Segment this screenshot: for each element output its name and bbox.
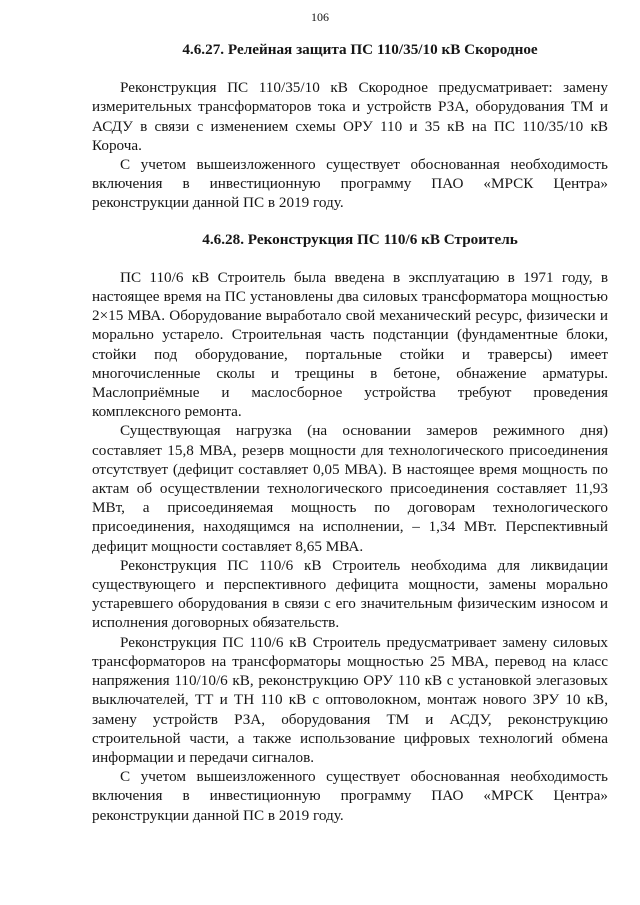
paragraph: Реконструкция ПС 110/6 кВ Строитель необходима для ликвидации существующего и перспективного дефицита мощности, замены морально устаревшего оборудования в связи с его значительным физическим износом и исполнения договорных обязательств. [92,556,608,632]
paragraph: Существующая нагрузка (на основании замеров режимного дня) составляет 15,8 МВА, резерв мощности для технологического присоединения отсутствует (дефицит составляет 0,05 МВА). В настоящее время мощность по актам об осуществлении технологического присоединения составляет 11,93 МВт, а присоединяемая мощность по договорам технологического присоединения, находящимся на исполнении, – 1,34 МВт. Перспективный дефицит мощности составляет 8,65 МВА. [92,422,608,555]
section-heading-4-6-28: 4.6.28. Реконструкция ПС 110/6 кВ Строитель [202,230,518,248]
section-heading-4-6-27: 4.6.27. Релейная защита ПС 110/35/10 кВ Скородное [182,41,538,58]
paragraph: С учетом вышеизложенного существует обоснованная необходимость включения в инвестиционную программу ПАО «МРСК Центра» реконструкции данной ПС в 2019 году. [92,768,608,824]
paragraph: Реконструкция ПС 110/35/10 кВ Скородное предусматривает: замену измерительных трансформаторов тока и устройств РЗА, оборудования ТМ и АСДУ в связи с изменением схемы ОРУ 110 и 35 кВ на ПС 110/35/10 кВ Короча. [92,79,608,154]
paragraph: С учетом вышеизложенного существует обоснованная необходимость включения в инвестиционную программу ПАО «МРСК Центра» реконструкции данной ПС в 2019 году. [92,156,608,212]
paragraph: ПС 110/6 кВ Строитель была введена в эксплуатацию в 1971 году, в настоящее время на ПС установлены два силовых трансформатора мощностью 2×15 МВА. Оборудование выработало свой механический ресурс, физически и морально устарело. Строительная часть подстанции (фундаментные блоки, стойки под оборудование, портальные стойки и траверсы) имеет многочисленные сколы и трещины в бетоне, обнажение арматуры. Маслоприёмные и маслосборное устройства требуют проведения комплексного ремонта. [92,268,608,421]
document-body [92,40,608,825]
paragraph: Реконструкция ПС 110/6 кВ Строитель предусматривает замену силовых трансформаторов на трансформаторы мощностью 25 МВА, перевод на класс напряжения 110/10/6 кВ, реконструкцию ОРУ 110 кВ с установкой элегазовых выключателей, ТТ и ТН 110 кВ с оптоволокном, монтаж нового ЗРУ 10 кВ, замену устройств РЗА, оборудования ТМ и АСДУ, реконструкцию строительной части, а также использование цифровых технологий обмена информации и передачи сигналов. [92,633,608,766]
page-number: 106 [311,10,329,24]
